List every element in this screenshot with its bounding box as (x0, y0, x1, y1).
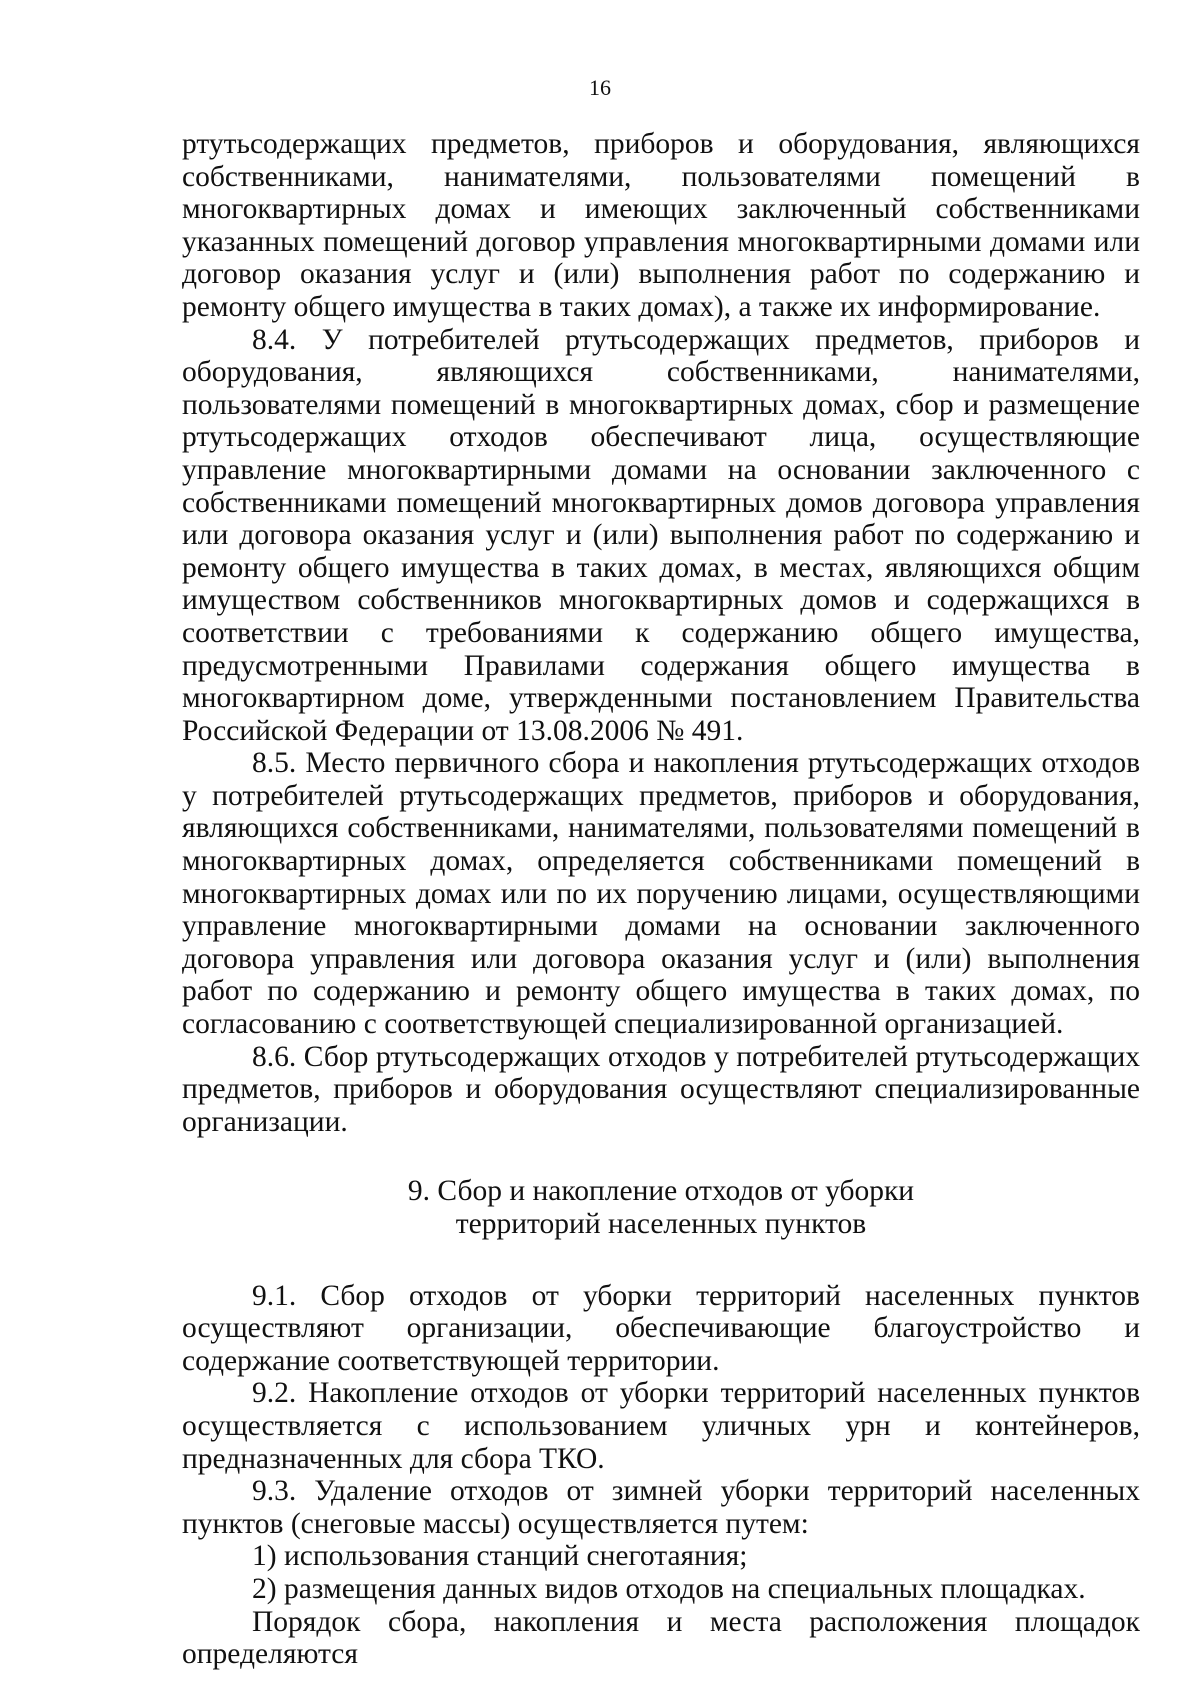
paragraph-9-2: 9.2. Накопление отходов от уборки территорий населенных пунктов осуществляется с использованием уличных урн и контейнеров, предназначенных для сбора ТКО. (182, 1377, 1140, 1475)
section-heading-line1: 9. Сбор и накопление отходов от уборки (407, 1175, 915, 1208)
paragraph-8-5: 8.5. Место первичного сбора и накопления ртутьсодержащих отходов у потребителей ртутьсодержащих предметов, приборов и оборудования, являющихся собственниками, нанимателями, пользователями помещений в многоквартирных домах, определяется собственниками помещений в многоквартирных домах или по их поручению лицами, осуществляющими управление многоквартирными домами на основании заключенного договора управления или договора оказания услуг и (или) выполнения работ по содержанию и ремонту общего имущества в таких домах, по согласованию с соответствующей специализированной организацией. (182, 747, 1140, 1041)
paragraph-9-1: 9.1. Сбор отходов от уборки территорий населенных пунктов осуществляют организации, обеспечивающие благоустройство и содержание соответствующей территории. (182, 1279, 1140, 1377)
list-item-9-3-2: 2) размещения данных видов отходов на специальных площадках. (252, 1572, 1086, 1605)
paragraph-9-3: 9.3. Удаление отходов от зимней уборки территорий населенных пунктов (снеговые массы) осуществляется путем: (182, 1475, 1140, 1540)
paragraph-8-6: 8.6. Сбор ртутьсодержащих отходов у потребителей ртутьсодержащих предметов, приборов и оборудования осуществляют специализированные организации. (182, 1040, 1140, 1138)
section-heading-line2: территорий населенных пунктов (455, 1208, 867, 1240)
list-item-9-3-1: 1) использования станций снеготаяния; (252, 1540, 748, 1573)
paragraph-continuation: ртутьсодержащих предметов, приборов и оборудования, являющихся собственниками, нанимателями, пользователями помещений в многоквартирных домах и имеющих заключенный собственниками указанных помещений договор управления многоквартирными домами или договор оказания услуг и (или) выполнения работ по содержанию и ремонту общего имущества в таких домах), а также их информирование. (182, 128, 1140, 323)
paragraph-order: Порядок сбора, накопления и места расположения площадок определяются (182, 1605, 1140, 1671)
paragraph-8-4: 8.4. У потребителей ртутьсодержащих предметов, приборов и оборудования, являющихся собственниками, нанимателями, пользователями помещений в многоквартирных домах, сбор и размещение ртутьсодержащих отходов обеспечивают лица, осуществляющие управление многоквартирными домами на основании заключенного с собственниками помещений многоквартирных домов договора управления или договора оказания услуг и (или) выполнения работ по содержанию и ремонту общего имущества в таких домах, в местах, являющихся общим имуществом собственников многоквартирных домов и содержащихся в соответствии с требованиями к содержанию общего имущества, предусмотренными Правилами содержания общего имущества в многоквартирном доме, утвержденными постановлением Правительства Российской Федерации от 13.08.2006 № 491. (182, 323, 1140, 747)
page-number: 16 (589, 75, 611, 100)
document-body (182, 128, 1140, 1671)
section-heading (182, 1175, 1140, 1240)
